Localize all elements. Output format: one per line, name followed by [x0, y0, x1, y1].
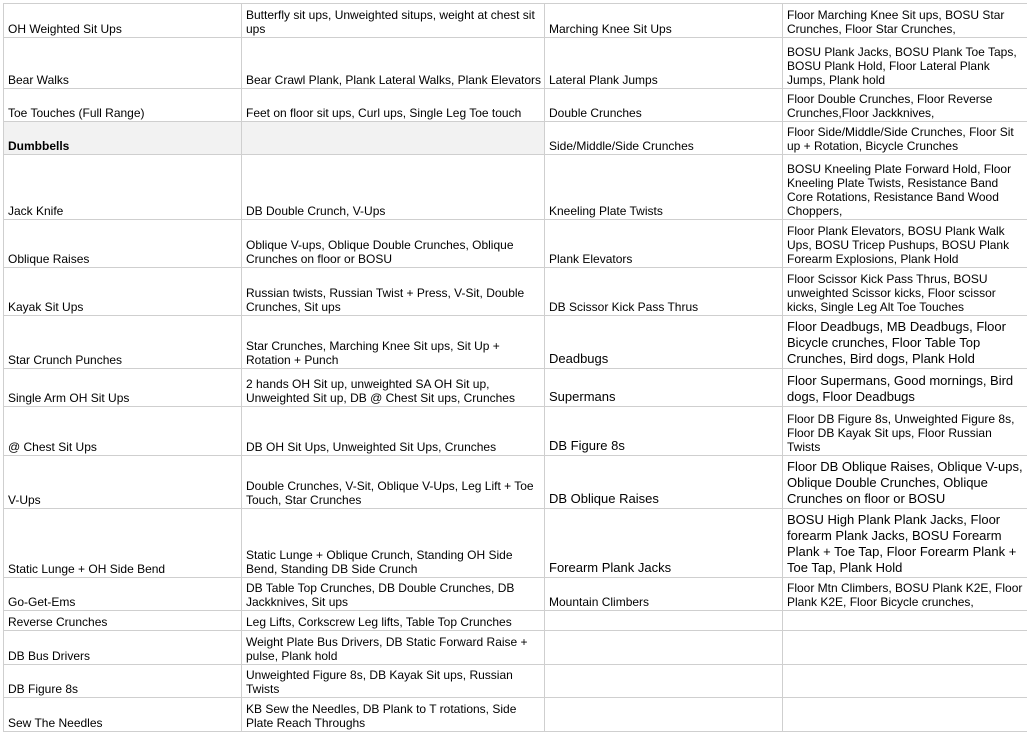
table-row	[4, 578, 1027, 611]
table-row	[4, 407, 1027, 456]
table-row	[4, 220, 1027, 268]
table-row	[4, 369, 1027, 407]
alternatives-cell[interactable]: Floor Supermans, Good mornings, Bird dogs, Floor Deadbugs	[783, 369, 1027, 407]
exercise-cell[interactable]: Double Crunches	[545, 89, 783, 122]
table-row	[4, 611, 1027, 631]
exercise-cell[interactable]: Kayak Sit Ups	[4, 268, 242, 316]
alternatives-cell[interactable]: Floor Plank Elevators, BOSU Plank Walk Ups, BOSU Tricep Pushups, BOSU Plank Forearm Explosions, Plank Hold	[783, 220, 1027, 268]
alternatives-cell[interactable]: DB Double Crunch, V-Ups	[242, 155, 545, 220]
alternatives-cell[interactable]: Unweighted Figure 8s, DB Kayak Sit ups, Russian Twists	[242, 665, 545, 698]
exercise-substitution-sheet	[3, 3, 1027, 732]
exercise-cell[interactable]: Toe Touches (Full Range)	[4, 89, 242, 122]
table-row	[4, 155, 1027, 220]
exercise-cell[interactable]: Jack Knife	[4, 155, 242, 220]
alternatives-cell[interactable]: Double Crunches, V-Sit, Oblique V-Ups, Leg Lift + Toe Touch, Star Crunches	[242, 456, 545, 509]
alternatives-cell[interactable]: DB OH Sit Ups, Unweighted Sit Ups, Crunches	[242, 407, 545, 456]
exercise-cell[interactable]: DB Bus Drivers	[4, 631, 242, 665]
alternatives-cell[interactable]: Floor Marching Knee Sit ups, BOSU Star Crunches, Floor Star Crunches,	[783, 4, 1027, 38]
table-row	[4, 268, 1027, 316]
empty-cell[interactable]	[545, 698, 783, 732]
empty-cell[interactable]	[783, 611, 1027, 631]
alternatives-cell[interactable]: Floor DB Oblique Raises, Oblique V-ups, Oblique Double Crunches, Oblique Crunches on floor or BOSU	[783, 456, 1027, 509]
table-row	[4, 4, 1027, 38]
empty-cell[interactable]	[783, 665, 1027, 698]
exercise-cell[interactable]: Single Arm OH Sit Ups	[4, 369, 242, 407]
exercise-cell[interactable]: Side/Middle/Side Crunches	[545, 122, 783, 155]
exercise-cell[interactable]: Reverse Crunches	[4, 611, 242, 631]
alternatives-cell[interactable]: Star Crunches, Marching Knee Sit ups, Sit Up + Rotation + Punch	[242, 316, 545, 369]
alternatives-cell[interactable]: 2 hands OH Sit up, unweighted SA OH Sit up, Unweighted Sit up, DB @ Chest Sit ups, Crunches	[242, 369, 545, 407]
exercise-cell[interactable]: DB Oblique Raises	[545, 456, 783, 509]
exercise-cell[interactable]: Lateral Plank Jumps	[545, 38, 783, 89]
section-header-dumbbells[interactable]: Dumbbells	[4, 122, 242, 155]
exercise-cell[interactable]: DB Scissor Kick Pass Thrus	[545, 268, 783, 316]
alternatives-cell[interactable]: Russian twists, Russian Twist + Press, V-Sit, Double Crunches, Sit ups	[242, 268, 545, 316]
exercise-cell[interactable]: Forearm Plank Jacks	[545, 509, 783, 578]
exercise-cell[interactable]: Mountain Climbers	[545, 578, 783, 611]
table-row	[4, 456, 1027, 509]
exercise-cell[interactable]: Bear Walks	[4, 38, 242, 89]
exercise-cell[interactable]: Go-Get-Ems	[4, 578, 242, 611]
empty-cell[interactable]	[545, 611, 783, 631]
table-row	[4, 38, 1027, 89]
exercise-cell[interactable]: Kneeling Plate Twists	[545, 155, 783, 220]
exercise-cell[interactable]: DB Figure 8s	[545, 407, 783, 456]
alternatives-cell[interactable]: Floor Mtn Climbers, BOSU Plank K2E, Floor Plank K2E, Floor Bicycle crunches,	[783, 578, 1027, 611]
table-row	[4, 316, 1027, 369]
exercise-cell[interactable]: OH Weighted Sit Ups	[4, 4, 242, 38]
table-row	[4, 89, 1027, 122]
alternatives-cell[interactable]: BOSU Plank Jacks, BOSU Plank Toe Taps, BOSU Plank Hold, Floor Lateral Plank Jumps, Plank hold	[783, 38, 1027, 89]
exercise-cell[interactable]: Deadbugs	[545, 316, 783, 369]
alternatives-cell[interactable]: Oblique V-ups, Oblique Double Crunches, Oblique Crunches on floor or BOSU	[242, 220, 545, 268]
empty-cell[interactable]	[783, 631, 1027, 665]
alternatives-cell[interactable]: BOSU High Plank Plank Jacks, Floor forearm Plank Jacks, BOSU Forearm Plank + Toe Tap, Floor Forearm Plank + Toe Tap, Plank Hold	[783, 509, 1027, 578]
alternatives-cell[interactable]: Weight Plate Bus Drivers, DB Static Forward Raise + pulse, Plank hold	[242, 631, 545, 665]
table-row	[4, 698, 1027, 732]
alternatives-cell[interactable]: Static Lunge + Oblique Crunch, Standing OH Side Bend, Standing DB Side Crunch	[242, 509, 545, 578]
exercise-cell[interactable]: Supermans	[545, 369, 783, 407]
alternatives-cell[interactable]: Floor DB Figure 8s, Unweighted Figure 8s, Floor DB Kayak Sit ups, Floor Russian Twists	[783, 407, 1027, 456]
alternatives-cell[interactable]: Leg Lifts, Corkscrew Leg lifts, Table Top Crunches	[242, 611, 545, 631]
exercise-cell[interactable]: Oblique Raises	[4, 220, 242, 268]
table-row	[4, 122, 1027, 155]
exercise-cell[interactable]: DB Figure 8s	[4, 665, 242, 698]
exercise-cell[interactable]: Sew The Needles	[4, 698, 242, 732]
alternatives-cell[interactable]: Floor Double Crunches, Floor Reverse Crunches,Floor Jackknives,	[783, 89, 1027, 122]
table-row	[4, 665, 1027, 698]
exercise-cell[interactable]: @ Chest Sit Ups	[4, 407, 242, 456]
alternatives-cell[interactable]: KB Sew the Needles, DB Plank to T rotations, Side Plate Reach Throughs	[242, 698, 545, 732]
alternatives-cell[interactable]: Feet on floor sit ups, Curl ups, Single Leg Toe touch	[242, 89, 545, 122]
alternatives-cell[interactable]: Butterfly sit ups, Unweighted situps, weight at chest sit ups	[242, 4, 545, 38]
alternatives-cell[interactable]: Floor Side/Middle/Side Crunches, Floor Sit up + Rotation, Bicycle Crunches	[783, 122, 1027, 155]
exercise-cell[interactable]: Marching Knee Sit Ups	[545, 4, 783, 38]
table-row	[4, 509, 1027, 578]
empty-cell[interactable]	[545, 665, 783, 698]
empty-cell[interactable]	[545, 631, 783, 665]
alternatives-cell[interactable]: Bear Crawl Plank, Plank Lateral Walks, Plank Elevators	[242, 38, 545, 89]
exercise-cell[interactable]: Plank Elevators	[545, 220, 783, 268]
alternatives-cell[interactable]: Floor Deadbugs, MB Deadbugs, Floor Bicycle crunches, Floor Table Top Crunches, Bird dogs, Plank Hold	[783, 316, 1027, 369]
alternatives-cell[interactable]: BOSU Kneeling Plate Forward Hold, Floor Kneeling Plate Twists, Resistance Band Core Rotations, Resistance Band Wood Choppers,	[783, 155, 1027, 220]
empty-cell[interactable]	[242, 122, 545, 155]
exercise-cell[interactable]: V-Ups	[4, 456, 242, 509]
table-row	[4, 631, 1027, 665]
alternatives-cell[interactable]: DB Table Top Crunches, DB Double Crunches, DB Jackknives, Sit ups	[242, 578, 545, 611]
exercise-cell[interactable]: Star Crunch Punches	[4, 316, 242, 369]
exercise-cell[interactable]: Static Lunge + OH Side Bend	[4, 509, 242, 578]
empty-cell[interactable]	[783, 698, 1027, 732]
alternatives-cell[interactable]: Floor Scissor Kick Pass Thrus, BOSU unweighted Scissor kicks, Floor scissor kicks, Single Leg Alt Toe Touches	[783, 268, 1027, 316]
